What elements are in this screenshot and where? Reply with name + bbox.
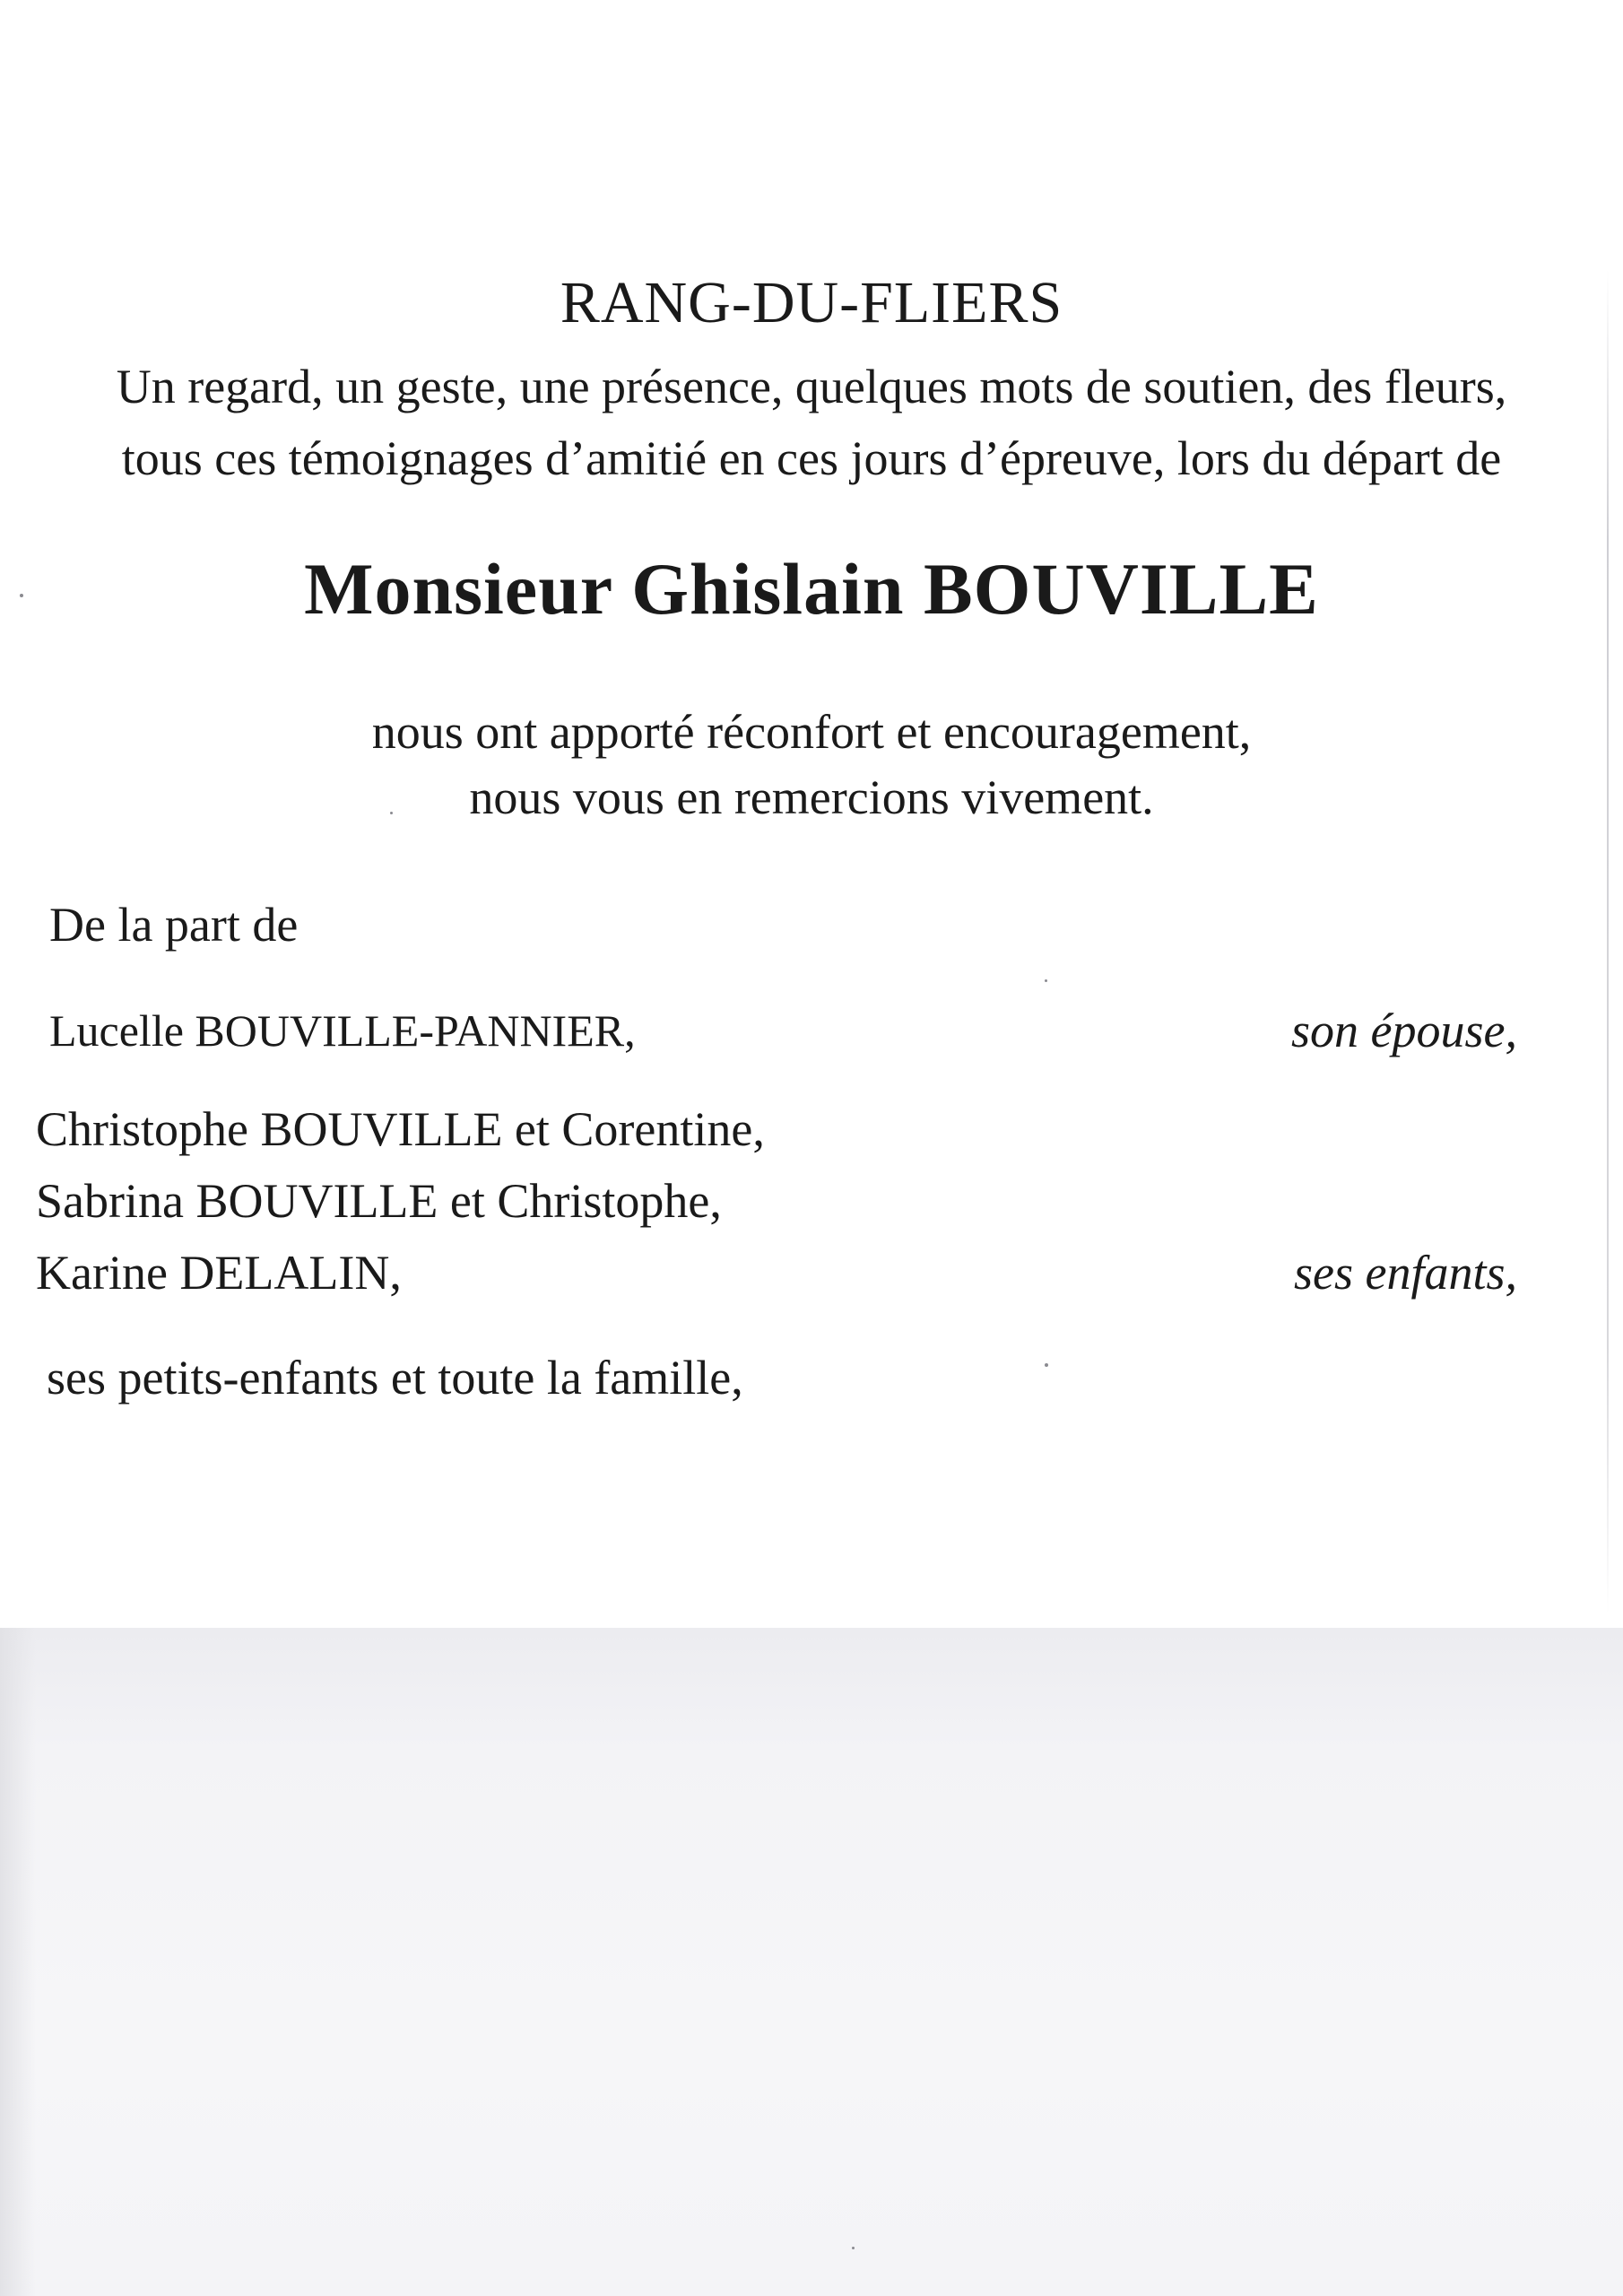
children-role: ses enfants, [1294, 1246, 1517, 1300]
intro-line-1: Un regard, un geste, une présence, quelques mots de soutien, des fleurs, [116, 360, 1507, 413]
spouse-role: son épouse, [1291, 1004, 1517, 1057]
scan-speck [1045, 979, 1047, 982]
child-name: Karine DELALIN, [36, 1246, 402, 1300]
child-name: Christophe BOUVILLE et Corentine, [36, 1102, 765, 1156]
intro-line-2: tous ces témoignages d’amitié en ces jours d’épreuve, lors du départ de [121, 431, 1502, 485]
scan-edge-shadow [0, 1628, 36, 2296]
scan-speck [852, 2247, 855, 2249]
deceased-name: Monsieur Ghislain BOUVILLE [304, 548, 1319, 630]
child-name: Sabrina BOUVILLE et Christophe, [36, 1174, 722, 1228]
town-heading: RANG-DU-FLIERS [560, 270, 1063, 335]
spouse-name: Lucelle BOUVILLE-PANNIER, [49, 1005, 636, 1056]
scan-speck [1045, 1363, 1048, 1367]
thanks-line-1: nous ont apporté réconfort et encouragement, [371, 705, 1252, 759]
scan-shading [0, 1628, 1623, 2296]
thanks-line-2: nous vous en remercions vivement. [469, 770, 1154, 824]
from-label: De la part de [49, 898, 299, 952]
family-line: ses petits-enfants et toute la famille, [47, 1351, 743, 1405]
